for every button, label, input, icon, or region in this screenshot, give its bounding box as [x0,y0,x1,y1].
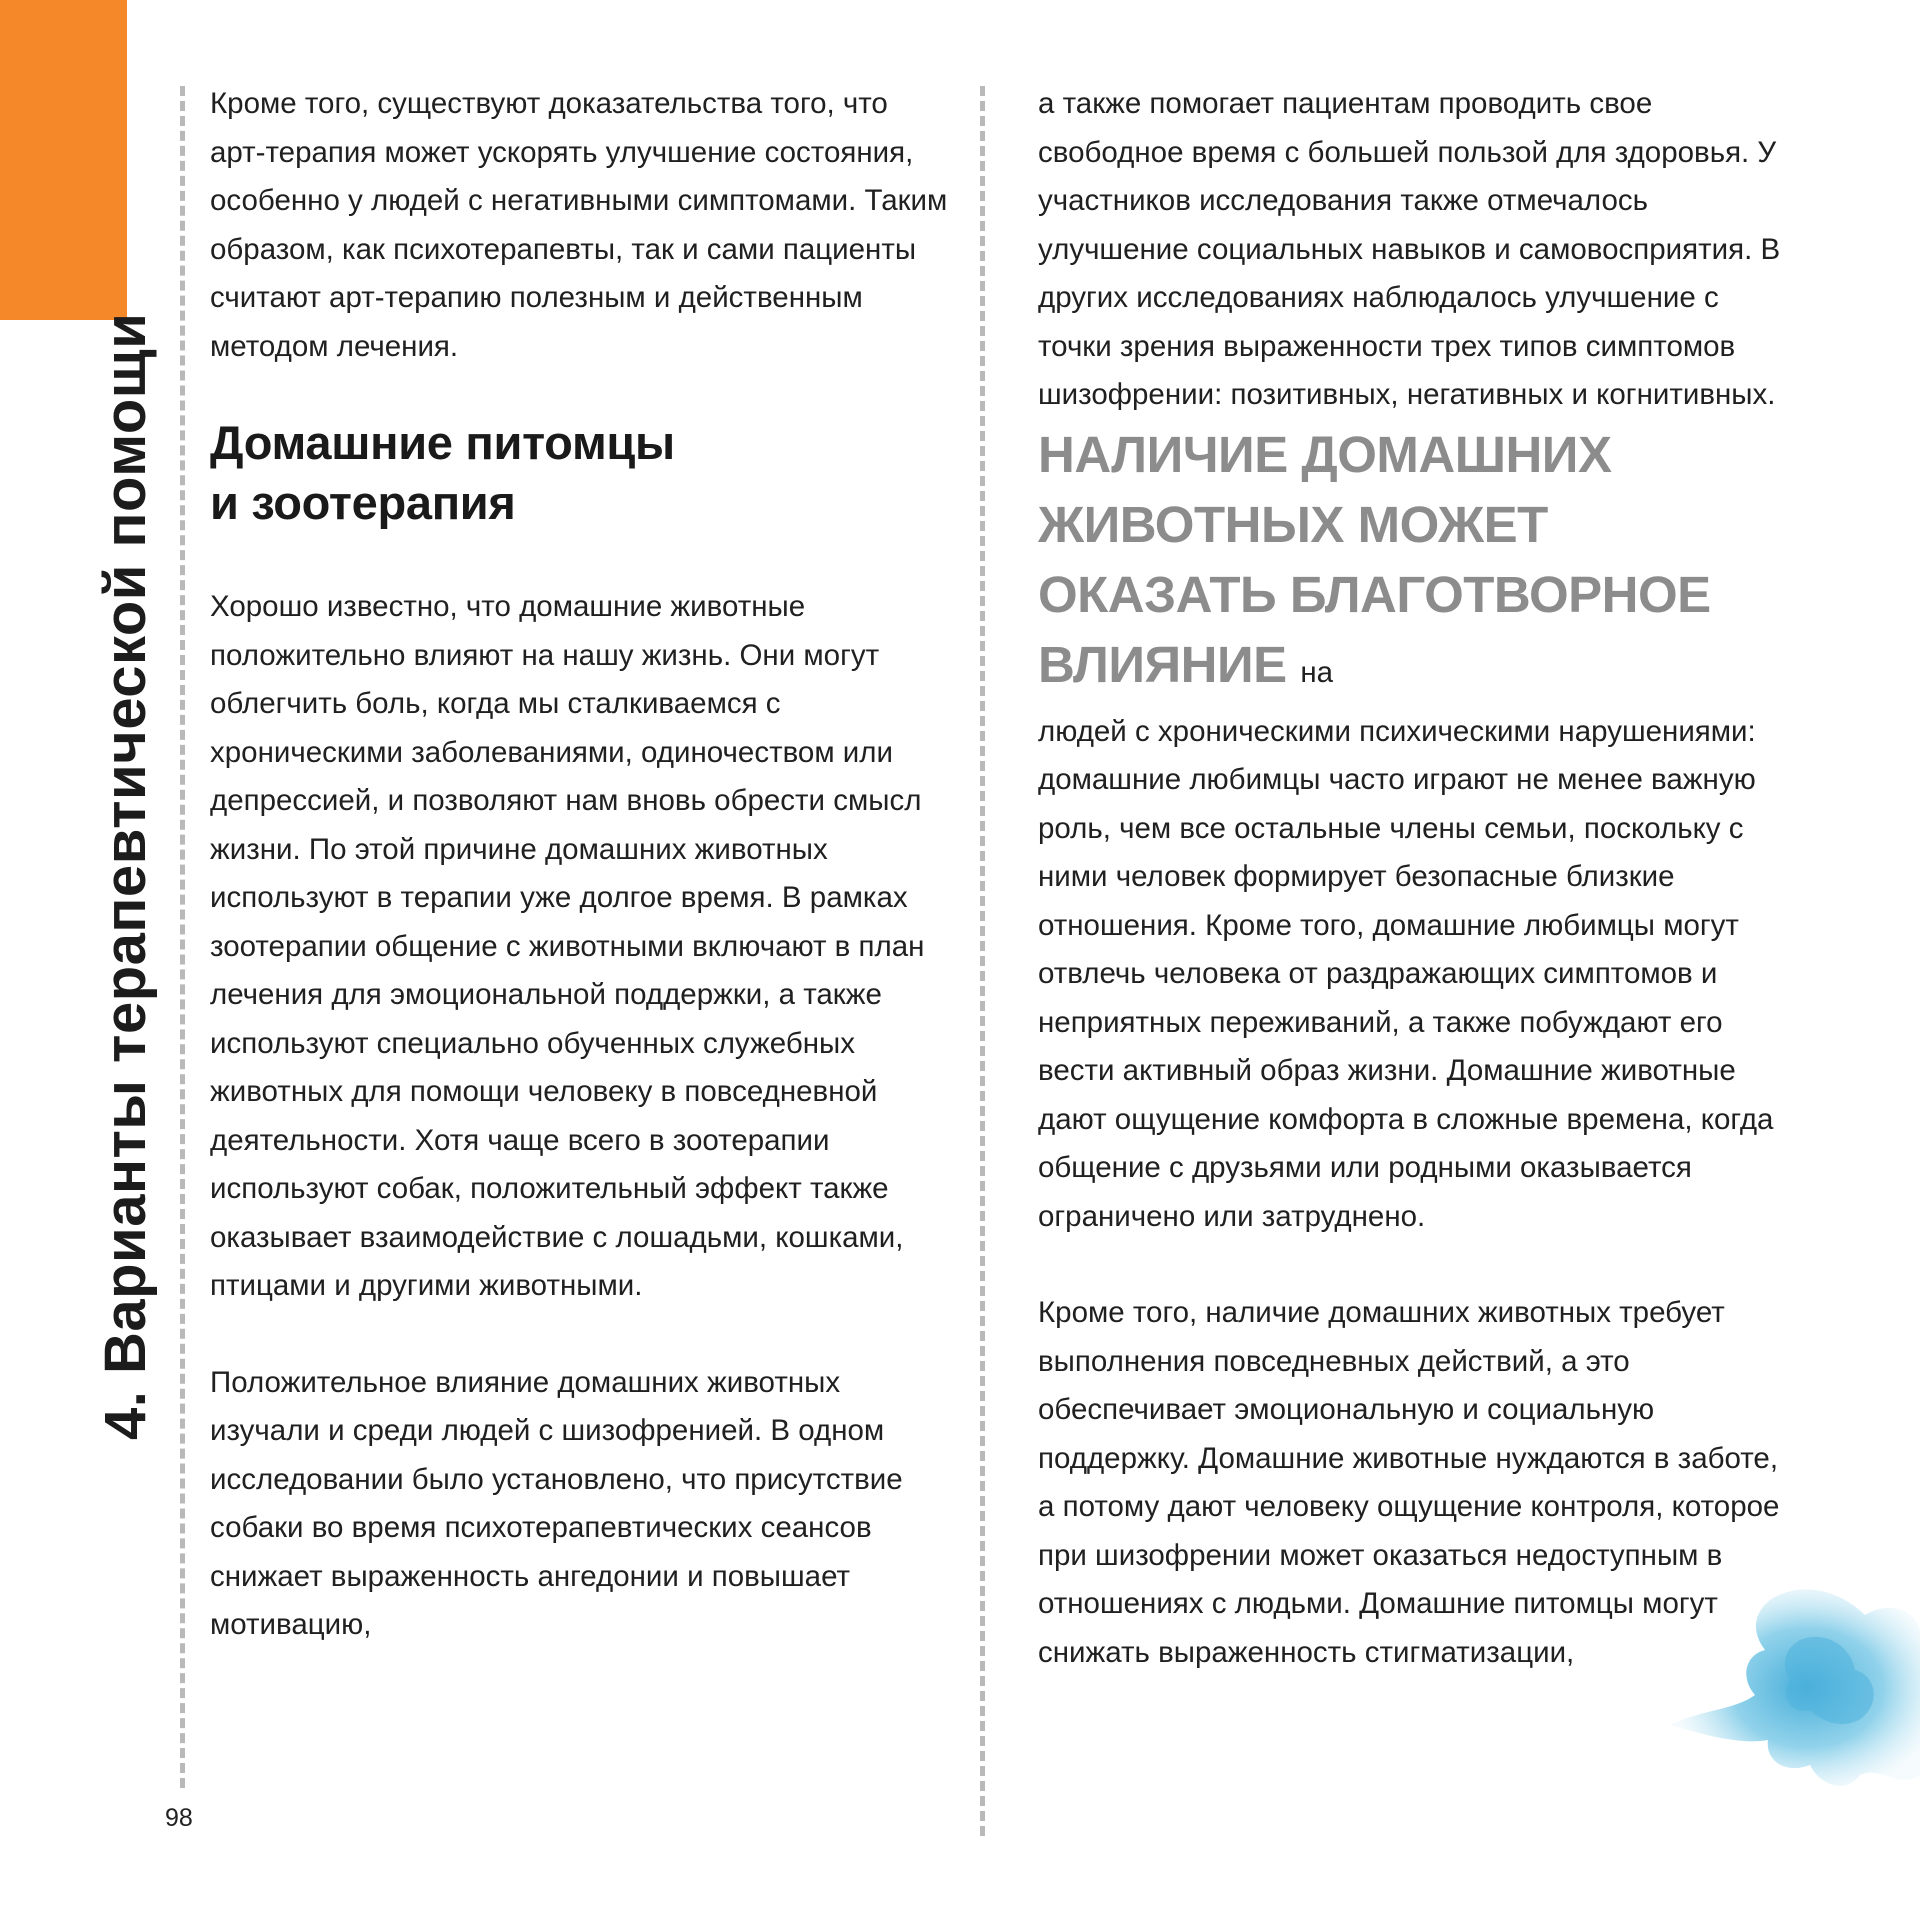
left-paragraph-3: Положительное влияние домашних животных изучали и среди людей с шизофренией. В одном исследовании было установлено, что присутствие собаки во время психотерапевтических сеансов снижает выраженность ангедонии и повышает мотивацию, [210,1365,903,1641]
pull-quote-text: НАЛИЧИЕ ДОМАШНИХ ЖИВОТНЫХ МОЖЕТ ОКАЗАТЬ БЛАГОТВОРНОЕ ВЛИЯНИЕ [1038,425,1711,693]
section-heading-line-1: Домашние питомцы [210,416,675,469]
left-text-column [210,80,950,1650]
orange-side-tab [0,0,127,320]
left-paragraph-2: Хорошо известно, что домашние животные положительно влияют на нашу жизнь. Они могут облегчить боль, когда мы сталкиваемся с хроническими заболеваниями, одиночеством или депрессией, и позволяют нам вновь обрести смысл жизни. По этой причине домашних животных используют в терапии уже долгое время. В рамках зоотерапии общение с животными включают в план лечения для эмоциональной поддержки, а также используют специально обученных служебных животных для помощи человеку в повседневной деятельности. Хотя чаще всего в зоотерапии используют собак, положительный эффект также оказывает взаимодействие с лошадьми, кошками, птицами и другими животными. [210,590,925,1302]
chapter-title: 4. Варианты терапевтической помощи [93,312,158,1440]
left-paragraph-1: Кроме того, существуют доказательства того, что арт-терапия может ускорять улучшение состояния, особенно у людей с негативными симптомами. Таким образом, как психотерапевты, так и сами пациенты считают арт-терапию полезным и действенным методом лечения. [210,87,948,363]
right-paragraph-2: людей с хроническими психическими нарушениями: домашние любимцы часто играют не менее важную роль, чем все остальные члены семьи, поскольку с ними человек формирует безопасные близкие отношения. Кроме того, домашние любимцы могут отвлечь человека от раздражающих симптомов и неприятных переживаний, а также побуждают его вести активный образ жизни. Домашние животные дают ощущение комфорта в сложные времена, когда общение с друзьями или родными оказывается ограничено или затруднено. [1038,714,1774,1233]
right-dashed-divider [980,86,985,1836]
section-heading [210,413,950,533]
section-heading-line-2: и зоотерапия [210,476,516,529]
left-dashed-divider [180,86,185,1788]
pull-quote-tail: на [1300,655,1334,689]
watercolor-splash-decoration [1650,1560,1920,1800]
pull-quote [1038,420,1788,708]
right-text-column [1038,80,1788,1677]
page-number: 98 [165,1804,193,1832]
right-paragraph-1: а также помогает пациентам проводить свое свободное время с большей пользой для здоровья. У участников исследования также отмечалось улучшение социальных навыков и самовосприятия. В других исследованиях наблюдалось улучшение с точки зрения выраженности трех типов симптомов шизофрении: позитивных, негативных и когнитивных. [1038,87,1781,411]
right-paragraph-3: Кроме того, наличие домашних животных требует выполнения повседневных действий, а это обеспечивает эмоциональную и социальную поддержку. Домашние животные нуждаются в заботе, а потому дают человеку ощущение контроля, которое при шизофрении может оказаться недоступным в отношениях с людьми. Домашние питомцы могут снижать выраженность стигматизации, [1038,1296,1780,1669]
